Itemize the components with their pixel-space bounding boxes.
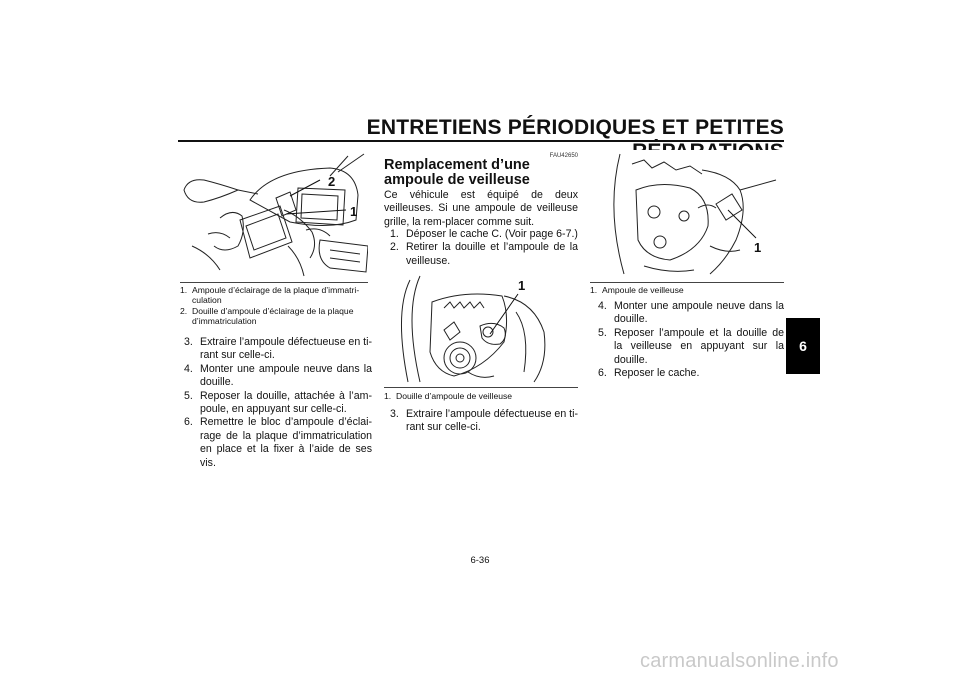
figure-position-light-bulb xyxy=(590,150,784,278)
watermark: carmanualsonline.info xyxy=(640,650,839,672)
steps-col2-a xyxy=(390,228,578,268)
caption-item: 1. Ampoule de veilleuse xyxy=(590,285,684,295)
position-light-bulb-illustration xyxy=(590,150,784,278)
header-rule xyxy=(178,140,784,142)
caption-item: 1. Douille d’ampoule de veilleuse xyxy=(384,391,513,401)
caption-rule xyxy=(590,282,784,283)
step-item: 5. Reposer l’ampoule et la douille de la veilleuse en appuyant sur la douille. xyxy=(598,326,784,366)
step-item: 3. Extraire l’ampoule défectueuse en ti-rant sur celle-ci. xyxy=(184,336,372,362)
figure-caption-col3 xyxy=(590,285,784,296)
steps-col1 xyxy=(184,336,372,470)
step-item: 6. Remettre le bloc d’ampoule d’éclai-rage de la plaque d’immatriculation en place et la fixer à l’aide de ses vis. xyxy=(184,416,372,469)
chapter-tab: 6 xyxy=(786,318,820,374)
step-item: 1. Déposer le cache C. (Voir page 6-7.) xyxy=(390,228,578,240)
step-item: 5. Reposer la douille, attachée à l’am-poule, en appuyant sur celle-ci. xyxy=(184,389,372,416)
section-code: FAU42650 xyxy=(549,153,578,159)
figure-license-plate-light xyxy=(180,150,368,278)
step-item: 6. Reposer le cache. xyxy=(598,367,700,380)
page-header-title: ENTRETIENS PÉRIODIQUES ET PETITES xyxy=(366,116,784,139)
figure-caption-col1 xyxy=(180,285,370,327)
section-intro: Ce véhicule est équipé de deux veilleuses. Si une ampoule de veilleuse grille, la rem-placer comme suit. xyxy=(384,189,578,228)
step-item: 4. Monter une ampoule neuve dans la douille. xyxy=(184,362,372,389)
caption-item: 2. Douille d’ampoule d’éclairage de la plaque d’immatriculation xyxy=(180,306,354,326)
figure-position-light-socket xyxy=(384,272,580,384)
step-item: 3. Extraire l’ampoule défectueuse en ti-rant sur celle-ci. xyxy=(390,408,578,434)
callout-2: 2 xyxy=(328,174,336,189)
step-item: 4. Monter une ampoule neuve dans la douille. xyxy=(598,300,784,326)
callout-1: 1 xyxy=(518,278,526,293)
callout-1: 1 xyxy=(754,240,762,255)
page-number: 6-36 xyxy=(470,555,490,566)
steps-col2-b xyxy=(390,408,578,435)
figure-caption-col2 xyxy=(384,391,578,402)
position-light-socket-illustration xyxy=(384,272,580,384)
caption-item: 1. Ampoule d’éclairage de la plaque d’immatri-culation xyxy=(180,285,360,305)
steps-col3 xyxy=(598,300,784,380)
caption-rule xyxy=(180,282,368,283)
license-plate-light-illustration xyxy=(180,150,368,278)
caption-rule xyxy=(384,387,578,388)
step-item: 2. Retirer la douille et l’ampoule de la veilleuse. xyxy=(390,241,578,267)
section-title: Remplacement d’une ampoule de veilleuse xyxy=(384,157,530,188)
callout-1: 1 xyxy=(350,204,358,219)
